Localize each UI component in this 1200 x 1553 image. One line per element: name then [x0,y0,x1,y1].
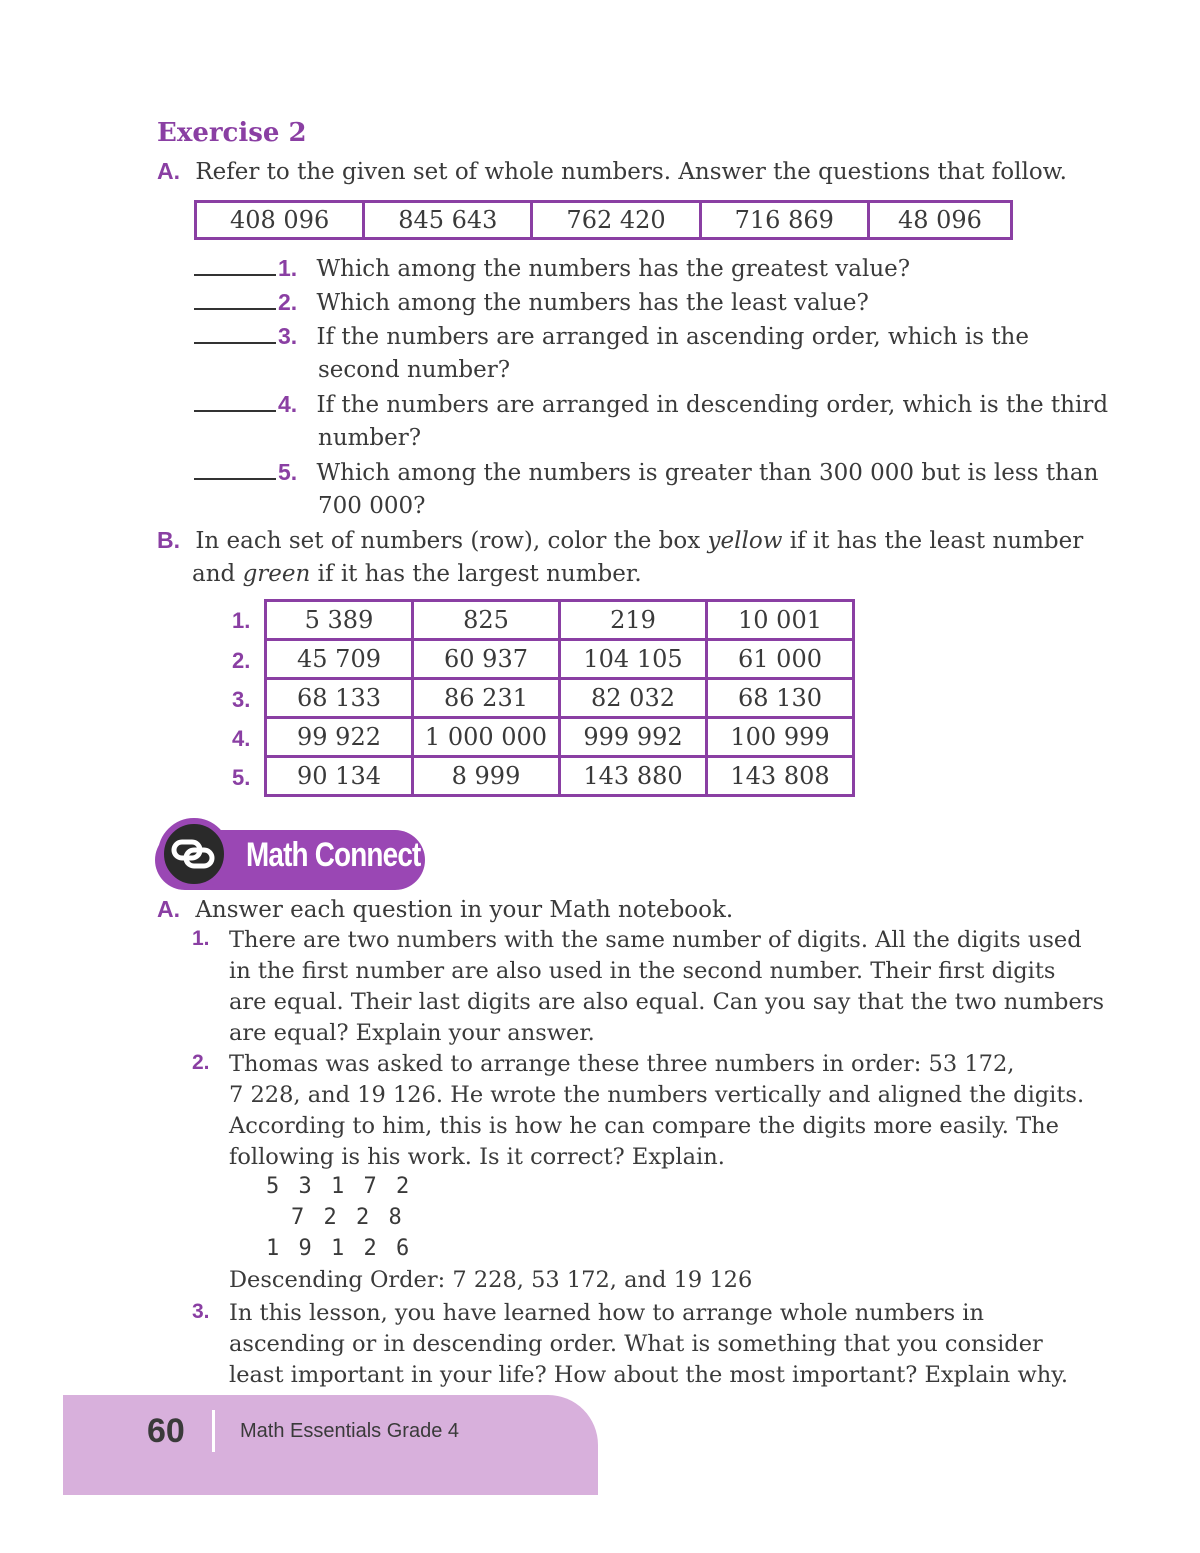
number-cell: 408 096 [196,202,364,239]
color-box[interactable]: 219 [560,601,707,640]
mc-question-line: are equal? Explain your answer. [229,1020,595,1046]
color-box[interactable]: 86 231 [413,679,560,718]
question-text: Which among the numbers is greater than 300 000 but is less than [316,460,1099,486]
color-box[interactable]: 104 105 [560,640,707,679]
color-box[interactable]: 143 880 [560,757,707,796]
part-b-instruction-line-2 [192,559,642,589]
question-5 [194,457,1098,488]
color-box[interactable]: 10 001 [707,601,854,640]
question-text: Which among the numbers has the greatest value? [316,256,911,282]
mc-question-line: There are two numbers with the same number of digits. All the digits used [229,927,1082,953]
exercise-title: Exercise 2 [157,118,307,148]
question-number: 3. [278,323,298,349]
question-2 [194,287,869,318]
mc-question-3 [229,1298,1068,1391]
mc-part-a-instruction: Answer each question in your Math notebook. [195,897,734,923]
color-box[interactable]: 999 992 [560,718,707,757]
part-b-instruction-line-1 [157,525,1083,556]
answer-blank[interactable] [194,322,276,344]
mc-question-line: 7 228, and 19 126. He wrote the numbers vertically and aligned the digits. [229,1082,1085,1108]
part-b-text: if it has the largest number. [310,561,642,587]
color-box[interactable]: 68 130 [707,679,854,718]
mc-question-line: least important in your life? How about the most important? Explain why. [229,1362,1069,1388]
part-a-instruction: Refer to the given set of whole numbers. Answer the questions that follow. [195,159,1067,185]
color-box[interactable]: 100 999 [707,718,854,757]
mc-question-line: In this lesson, you have learned how to arrange whole numbers in [229,1300,984,1326]
color-box[interactable]: 68 133 [266,679,413,718]
question-4 [194,389,1108,420]
part-a-instruction-line [157,156,1067,187]
color-box[interactable]: 8 999 [413,757,560,796]
table-row [266,757,854,796]
book-title: Math Essentials Grade 4 [240,1420,459,1442]
row-label: 5. [232,765,251,790]
vertical-work-line: 7 2 2 8 [291,1205,405,1230]
footer-divider [212,1410,215,1452]
row-label: 4. [232,726,251,751]
vertical-work-line: 1 9 1 2 6 [266,1236,413,1261]
part-b-emphasis: yellow [707,528,783,554]
vertical-work-line: 5 3 1 7 2 [266,1174,413,1199]
question-number: 4. [278,391,298,417]
question-text-continued: 700 000? [318,493,426,519]
number-cell: 845 643 [364,202,532,239]
mc-question-line: following is his work. Is it correct? Explain. [229,1144,725,1170]
question-1 [194,253,910,284]
color-box[interactable]: 90 134 [266,757,413,796]
math-connect-badge [158,818,230,890]
mc-question-number: 3. [192,1300,210,1323]
table-row [266,679,854,718]
question-text: Which among the numbers has the least value? [316,290,869,316]
link-icon [164,824,224,884]
answer-blank[interactable] [194,288,276,310]
question-number: 1. [278,255,298,281]
color-box[interactable]: 5 389 [266,601,413,640]
question-number: 5. [278,459,298,485]
mc-question-number: 2. [192,1051,210,1074]
color-box[interactable]: 825 [413,601,560,640]
numbers-table [194,200,1013,240]
part-b-text: if it has the least number [782,528,1084,554]
mc-question-line: Thomas was asked to arrange these three numbers in order: 53 172, [229,1051,1015,1077]
color-box[interactable]: 99 922 [266,718,413,757]
number-cell: 762 420 [532,202,700,239]
part-b-label: B. [157,527,180,553]
footer-bar [63,1395,598,1495]
question-number: 2. [278,289,298,315]
answer-blank[interactable] [194,390,276,412]
mc-part-a-label: A. [157,896,180,922]
part-b-text: and [192,561,243,587]
mc-question-line: ascending or in descending order. What is something that you consider [229,1331,1043,1357]
mc-question-2 [229,1049,1084,1173]
descending-order-answer: Descending Order: 7 228, 53 172, and 19 126 [229,1267,753,1293]
row-label: 3. [232,687,251,712]
color-box[interactable]: 61 000 [707,640,854,679]
mc-part-a-instruction-line [157,894,733,925]
mc-question-1 [229,925,1104,1049]
answer-blank[interactable] [194,458,276,480]
table-row [266,601,854,640]
row-label: 1. [232,608,251,633]
color-box[interactable]: 143 808 [707,757,854,796]
answer-blank[interactable] [194,254,276,276]
question-text-continued: number? [318,425,422,451]
question-text: If the numbers are arranged in descending order, which is the third [316,392,1109,418]
color-box[interactable]: 1 000 000 [413,718,560,757]
question-text: If the numbers are arranged in ascending order, which is the [316,324,1029,350]
math-connect-title: Math Connect [246,836,421,874]
color-box[interactable]: 45 709 [266,640,413,679]
color-box[interactable]: 82 032 [560,679,707,718]
table-row [266,640,854,679]
part-b-emphasis: green [242,561,311,587]
row-label: 2. [232,648,251,673]
page-number: 60 [147,1412,185,1450]
mc-question-line: in the first number are also used in the second number. Their first digits [229,958,1056,984]
number-sets-table [264,599,855,797]
mc-question-number: 1. [192,927,210,950]
question-3 [194,321,1029,352]
number-cell: 48 096 [868,202,1011,239]
table-row [266,718,854,757]
part-a-label: A. [157,158,180,184]
question-text-continued: second number? [318,357,511,383]
color-box[interactable]: 60 937 [413,640,560,679]
number-cell: 716 869 [700,202,868,239]
mc-question-line: According to him, this is how he can compare the digits more easily. The [229,1113,1059,1139]
mc-question-line: are equal. Their last digits are also equal. Can you say that the two numbers [229,989,1105,1015]
part-b-text: In each set of numbers (row), color the box [195,528,708,554]
